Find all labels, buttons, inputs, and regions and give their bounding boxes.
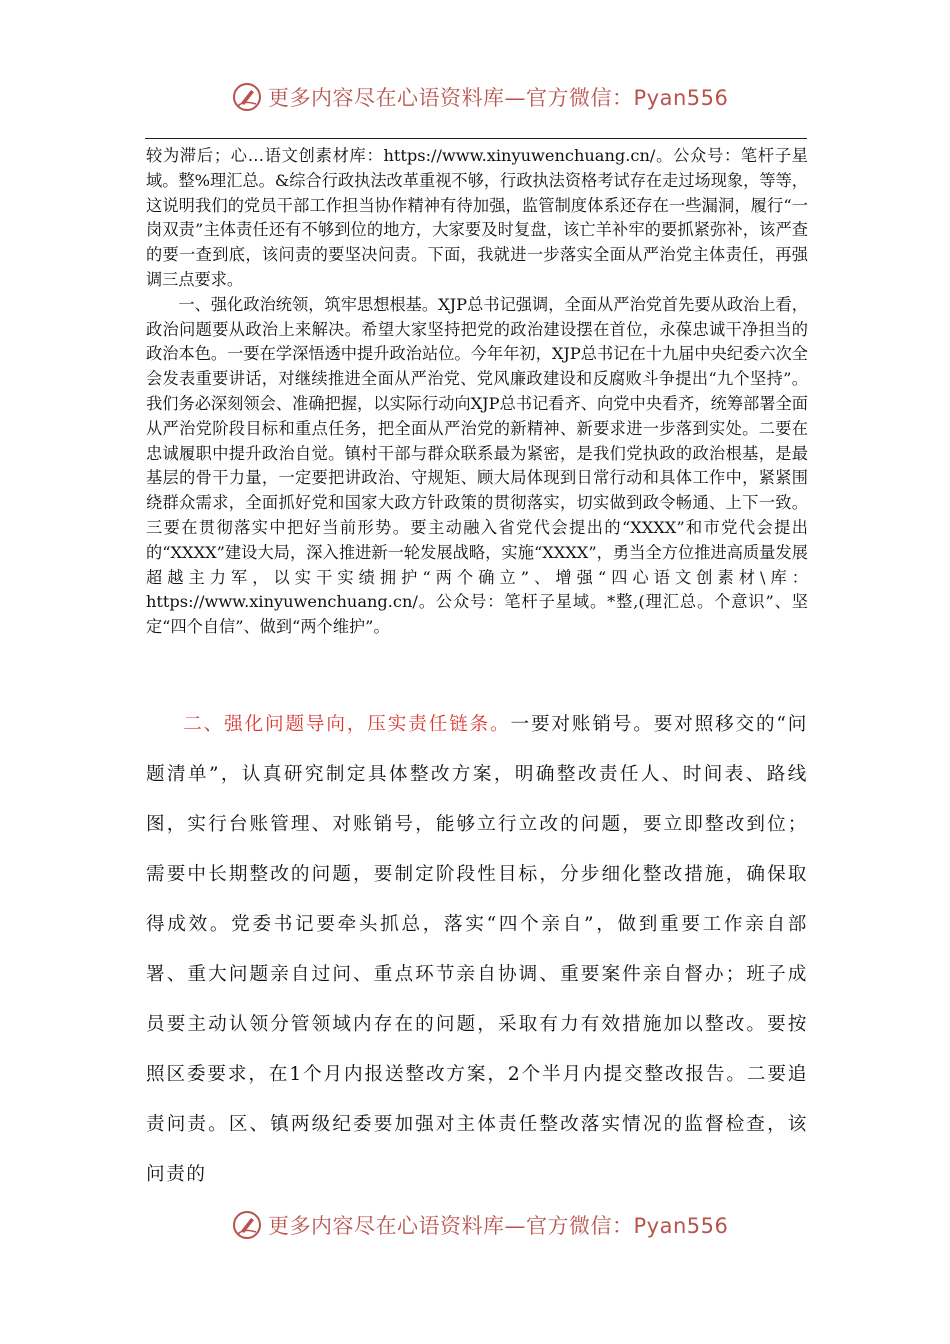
footer-banner xyxy=(232,1210,728,1240)
paragraph-2: 一、强化政治统领，筑牢思想根基。XJP总书记强调，全面从严治党首先要从政治上看，政治问题要从政治上来解决。希望大家坚持把党的政治建设摆在首位，永葆忠诚干净担当的政治本色。一要在学深悟透中提升政治站位。今年年初，XJP总书记在十九届中央纪委六次全会发表重要讲话，对继续推进全面从严治党、党风廉政建设和反腐败斗争提出“九个坚持”。我们务必深刻领会、准确把握，以实际行动向XJP总书记看齐、向党中央看齐，统筹部署全面从严治党阶段目标和重点任务，把全面从严治党的新精神、新要求进一步落到实处。二要在忠诚履职中提升政治自觉。镇村干部与群众联系最为紧密，是我们党执政的政治根基，是最基层的骨干力量，一定要把讲政治、守规矩、顾大局体现到日常行动和具体工作中，紧紧围绕群众需求，全面抓好党和国家大政方针政策的贯彻落实，切实做到政令畅通、上下一致。三要在贯彻落实中把好当前形势。要主动融入省党代会提出的“XXXX”和市党代会提出的“XXXX”建设大局，深入推进新一轮发展战略，实施“XXXX”，勇当全方位推进高质量发展超越主力军，以实干实绩拥护“两个确立”、增强“四心语文创素材\库：https://www.xinyuwenchuang.cn/。公众号：笔杆子星域。*整,(理汇总。个意识”、坚定“四个自信”、做到“两个维护”。 xyxy=(146,294,808,637)
logo-icon xyxy=(232,82,262,112)
header-rule xyxy=(145,138,807,139)
paragraph-3-text: 一要对账销号。要对照移交的“问题清单”，认真研究制定具体整改方案，明确整改责任人、时间表、路线图，实行台账管理、对账销号，能够立行立改的问题，要立即整改到位；需要中长期整改的问题，要制定阶段性目标，分步细化整改措施，确保取得成效。党委书记要牵头抓总，落实“四个亲自”，做到重要工作亲自部署、重大问题亲自过问、重点环节亲自协调、重要案件亲自督办；班子成员要主动认领分管领域内存在的问题，采取有力有效措施加以整改。要按照区委要求，在1个月内报送整改方案，2个半月内提交整改报告。二要追责问责。区、镇两级纪委要加强对主体责任整改落实情况的监督检查，该问责的 xyxy=(146,714,808,1185)
footer-banner-text: 更多内容尽在心语资料库—官方微信：Pyan556 xyxy=(268,1214,729,1238)
section-heading: 二、强化问题导向，压实责任链条。 xyxy=(183,714,511,735)
paragraph-1: 较为滞后；心…语文创素材库：https://www.xinyuwenchuang.cn/。公众号：笔杆子星域。整%理汇总。&综合行政执法改革重视不够，行政执法资格考试存在走过场现象，等等，这说明我们的党员干部工作担当协作精神有待加强，监管制度体系还存在一些漏洞，履行“一岗双责”主体责任还有不够到位的地方，大家要及时复盘，该亡羊补牢的要抓紧弥补，该严查的要一查到底，该问责的要坚决问责。下面，我就进一步落实全面从严治党主体责任，再强调三点要求。 xyxy=(146,146,808,289)
logo-icon xyxy=(232,1210,262,1240)
dense-text-block xyxy=(146,144,808,640)
header-banner xyxy=(232,82,728,112)
loose-text-block xyxy=(146,700,808,1200)
header-banner-text: 更多内容尽在心语资料库—官方微信：Pyan556 xyxy=(268,86,729,110)
paragraph-3 xyxy=(146,700,808,1200)
